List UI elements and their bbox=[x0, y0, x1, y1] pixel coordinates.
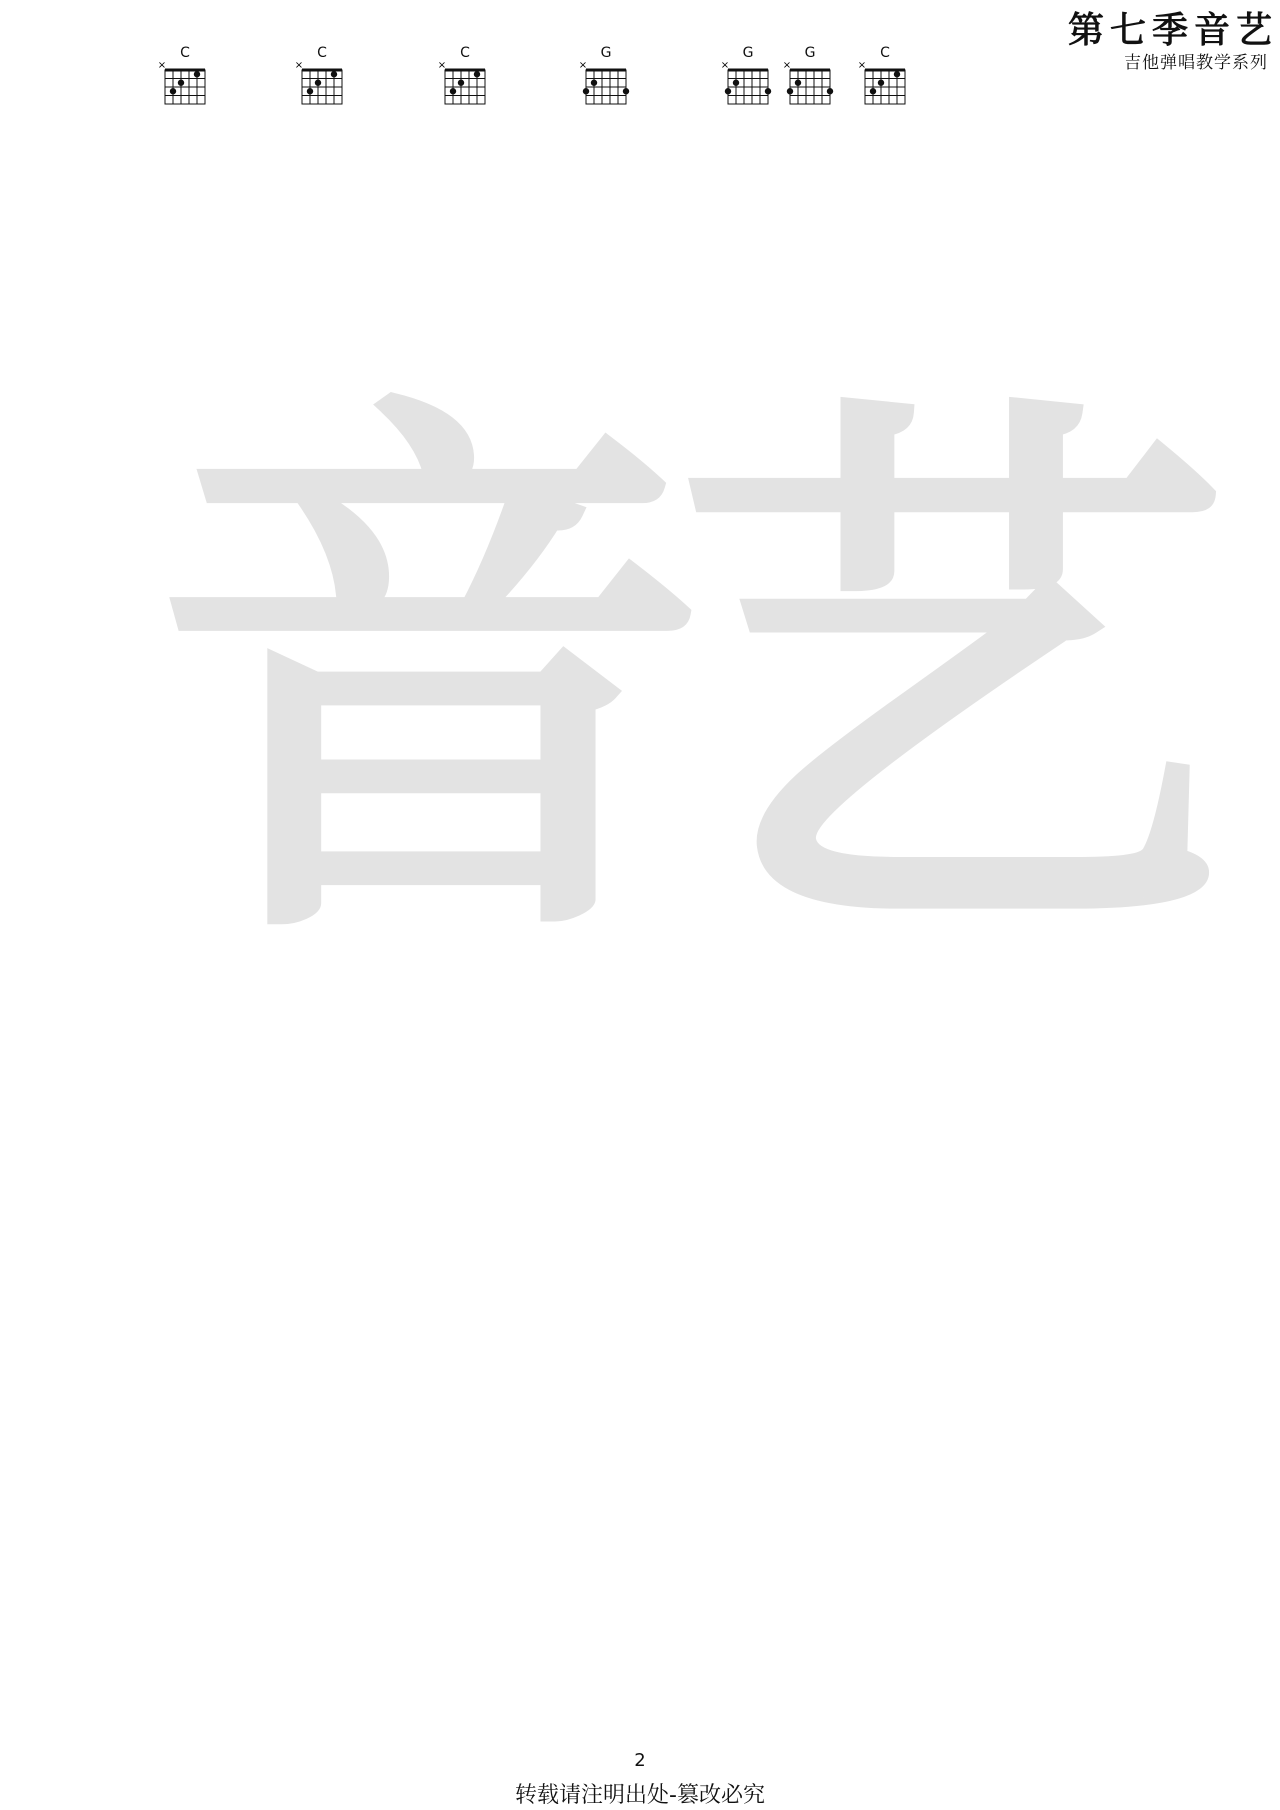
finger-dot bbox=[878, 80, 884, 86]
svg-text:×: × bbox=[857, 62, 867, 71]
finger-dot bbox=[827, 88, 833, 94]
finger-dot bbox=[307, 88, 313, 94]
watermark-logo: 音艺 bbox=[150, 354, 1190, 1006]
finger-dot bbox=[178, 80, 184, 86]
chord-name: G bbox=[804, 45, 816, 61]
page-header-title: 第七季音艺 bbox=[1067, 10, 1278, 51]
svg-text:×: × bbox=[157, 62, 167, 71]
finger-dot bbox=[583, 88, 589, 94]
chord-grid bbox=[845, 62, 925, 110]
finger-dot bbox=[474, 71, 480, 77]
page-number: 2 bbox=[634, 1750, 646, 1771]
chord-grid bbox=[425, 62, 505, 110]
chord-name: C bbox=[880, 45, 890, 61]
chord-grid bbox=[145, 62, 225, 110]
finger-dot bbox=[458, 80, 464, 86]
svg-text:×: × bbox=[437, 62, 447, 71]
chord-name: C bbox=[180, 45, 190, 61]
finger-dot bbox=[450, 88, 456, 94]
chord-name: G bbox=[742, 45, 754, 61]
finger-dot bbox=[725, 88, 731, 94]
finger-dot bbox=[795, 80, 801, 86]
chord-name: C bbox=[460, 45, 470, 61]
finger-dot bbox=[787, 88, 793, 94]
chord-name: G bbox=[600, 45, 612, 61]
svg-text:×: × bbox=[720, 62, 730, 71]
finger-dot bbox=[194, 71, 200, 77]
finger-dot bbox=[733, 80, 739, 86]
finger-dot bbox=[170, 88, 176, 94]
finger-dot bbox=[894, 71, 900, 77]
chord-grid bbox=[282, 62, 362, 110]
finger-dot bbox=[315, 80, 321, 86]
page-header-subtitle: 吉他弹唱教学系列 bbox=[1124, 53, 1268, 73]
copyright-notice: 转载请注明出处-篡改必究 bbox=[515, 1783, 765, 1808]
finger-dot bbox=[870, 88, 876, 94]
svg-text:×: × bbox=[294, 62, 304, 71]
finger-dot bbox=[591, 80, 597, 86]
svg-text:×: × bbox=[578, 62, 588, 71]
finger-dot bbox=[331, 71, 337, 77]
chord-name: C bbox=[317, 45, 327, 61]
chord-grid bbox=[566, 62, 646, 110]
finger-dot bbox=[623, 88, 629, 94]
chord-grid bbox=[770, 62, 850, 110]
svg-text:×: × bbox=[782, 62, 792, 71]
